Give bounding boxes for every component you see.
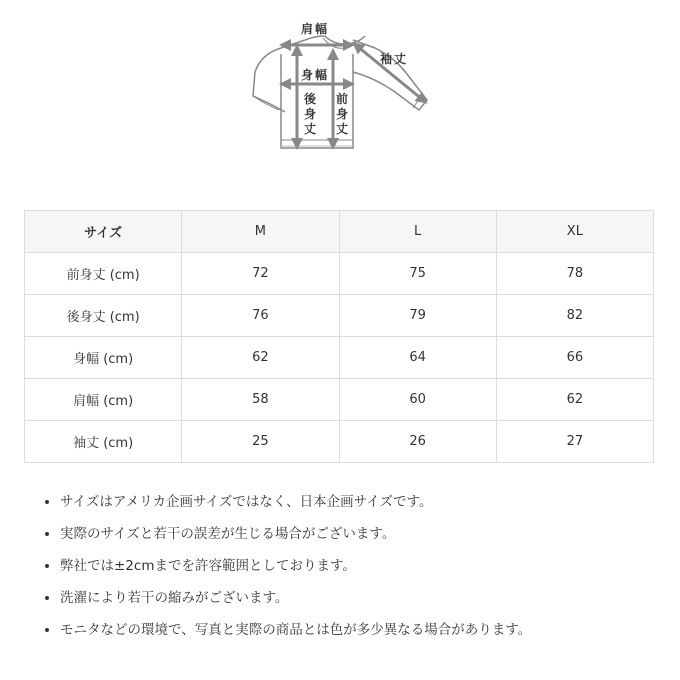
table-cell: 62 [182,337,339,379]
note-item: • 弊社では±2cmまでを許容範囲としております。 [60,550,680,582]
body-width-label: 身幅 [301,68,330,82]
notes-list [40,486,680,646]
row-label: 身幅 (cm) [25,337,182,379]
table-cell: 60 [339,379,496,421]
table-cell: 66 [496,337,653,379]
row-label: 前身丈 (cm) [25,253,182,295]
note-item: • 実際のサイズと若干の誤差が生じる場合がございます。 [60,518,680,550]
table-cell: 26 [339,421,496,463]
row-label: 袖丈 (cm) [25,421,182,463]
garment-measurement-diagram [245,14,445,154]
table-row [25,253,654,295]
table-row [25,295,654,337]
table-cell: 82 [496,295,653,337]
table-cell: 25 [182,421,339,463]
back-length-label: 後身丈 [303,92,316,136]
size-l-header: L [339,211,496,253]
table-cell: 79 [339,295,496,337]
front-length-label: 前身丈 [335,92,348,136]
table-cell: 76 [182,295,339,337]
size-xl-header: XL [496,211,653,253]
note-item: • 洗濯により若干の縮みがございます。 [60,582,680,614]
table-cell: 27 [496,421,653,463]
table-row [25,421,654,463]
size-column-header: サイズ [25,211,182,253]
table-cell: 72 [182,253,339,295]
table-cell: 58 [182,379,339,421]
note-item: • モニタなどの環境で、写真と実際の商品とは色が多少異なる場合があります。 [60,614,680,646]
row-label: 肩幅 (cm) [25,379,182,421]
table-cell: 62 [496,379,653,421]
shoulder-width-label: 肩幅 [301,22,330,36]
size-chart-table [24,210,654,463]
table-cell: 64 [339,337,496,379]
table-row [25,379,654,421]
table-cell: 78 [496,253,653,295]
note-item: • サイズはアメリカ企画サイズではなく、日本企画サイズです。 [60,486,680,518]
table-cell: 75 [339,253,496,295]
table-row [25,337,654,379]
size-m-header: M [182,211,339,253]
row-label: 後身丈 (cm) [25,295,182,337]
sleeve-length-label: 袖丈 [380,52,409,66]
table-header-row [25,211,654,253]
